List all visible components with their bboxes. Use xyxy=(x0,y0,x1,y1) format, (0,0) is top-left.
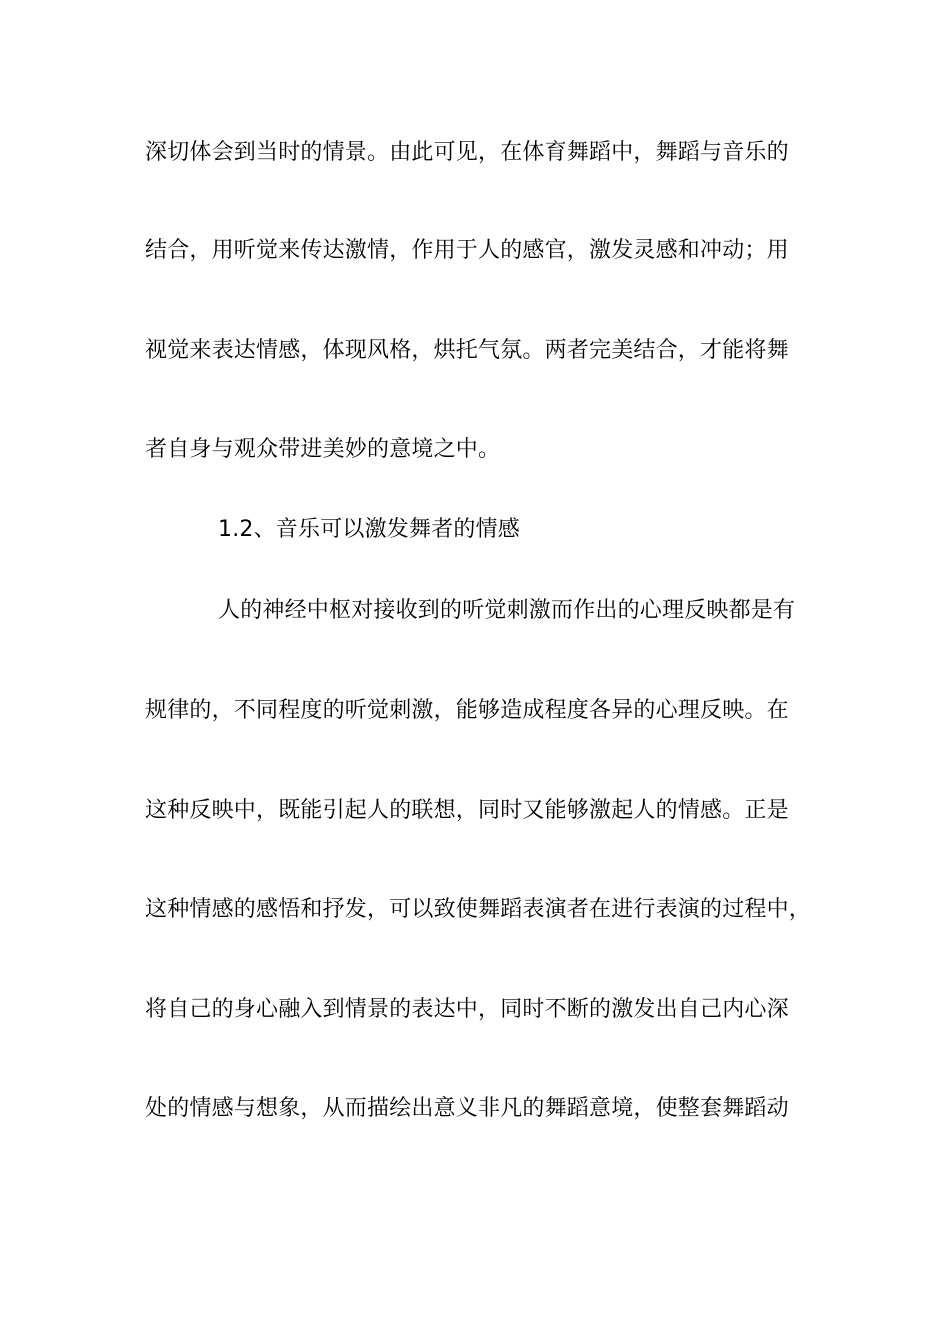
paragraph-2-line-4: 这种情感的感悟和抒发，可以致使舞蹈表演者在进行表演的过程中， xyxy=(145,897,812,922)
paragraph-1-line-3: 视觉来表达情感，体现风格，烘托气氛。两者完美结合，才能将舞 xyxy=(145,338,789,363)
paragraph-1-line-1: 深切体会到当时的情景。由此可见，在体育舞蹈中，舞蹈与音乐的 xyxy=(145,140,789,165)
paragraph-1-line-4: 者自身与观众带进美妙的意境之中。 xyxy=(145,437,501,462)
paragraph-2-line-1: 人的神经中枢对接收到的听觉刺激而作出的心理反映都是有 xyxy=(218,598,796,623)
paragraph-2-line-3: 这种反映中，既能引起人的联想，同时又能够激起人的情感。正是 xyxy=(145,798,789,823)
section-heading: 1.2、音乐可以激发舞者的情感 xyxy=(218,517,520,542)
paragraph-2-line-5: 将自己的身心融入到情景的表达中，同时不断的激发出自己内心深 xyxy=(145,997,789,1022)
paragraph-2-line-6: 处的情感与想象，从而描绘出意义非凡的舞蹈意境，使整套舞蹈动 xyxy=(145,1096,789,1121)
paragraph-1-line-2: 结合，用听觉来传达激情，作用于人的感官，激发灵感和冲动；用 xyxy=(145,238,789,263)
paragraph-2-line-2: 规律的，不同程度的听觉刺激，能够造成程度各异的心理反映。在 xyxy=(145,698,789,723)
